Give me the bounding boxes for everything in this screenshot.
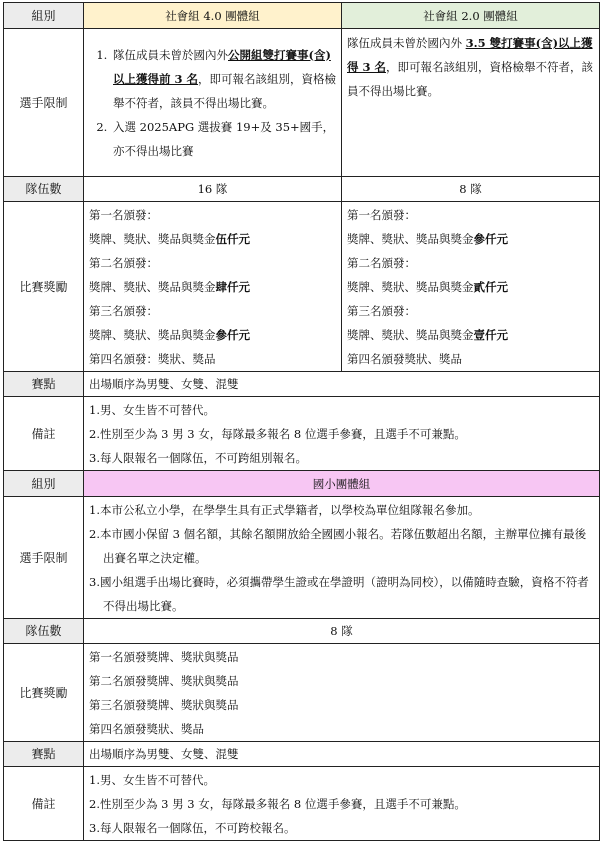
row-notes-elementary <box>4 767 600 841</box>
qualification-elementary <box>84 497 600 619</box>
prizes-label-2: 比賽獎勵 <box>4 644 84 742</box>
qualification-label-2: 選手限制 <box>4 497 84 619</box>
header-adult-4-0: 社會組 4.0 團體組 <box>84 3 342 29</box>
note-item: 2.性別至少為 3 男 3 女，每隊最多報名 8 位選手參賽，且選手不可兼點。 <box>89 796 466 811</box>
notes-label-2: 備註 <box>4 767 84 841</box>
header-adult-2-0: 社會組 2.0 團體組 <box>342 3 600 29</box>
note-item: 3.每人限報名一個隊伍，不可跨組別報名。 <box>89 450 307 465</box>
order-text-2: 出場順序為男雙、女雙、混雙 <box>84 742 600 767</box>
prizes-label: 比賽獎勵 <box>4 202 84 372</box>
note-item: 1.男、女生皆不可替代。 <box>89 772 215 787</box>
prizes-elementary <box>84 644 600 742</box>
prize-item: 第四名頒發獎狀、獎品 <box>89 721 204 736</box>
prizes-2-0: 第一名頒發： 獎牌、獎狀、獎品與獎金參仟元 第二名頒發： 獎牌、獎狀、獎品與獎金貳仟元 第三名頒發： 獎牌、獎狀、獎品與獎金壹仟元 第四名頒發獎狀、獎品 <box>342 202 600 372</box>
notes-elementary <box>84 767 600 841</box>
header-row-elementary <box>4 471 600 497</box>
prize-item: 第二名頒發獎牌、獎狀與獎品 <box>89 673 239 688</box>
qual-elem-item-2: 2.本市國小保留 3 個名額，其餘名額開放給全國國小報名。若隊伍數超出名額，主辦單位擁有最後出賽名單之決定權。 <box>89 526 587 565</box>
teams-2-0: 8 隊 <box>342 177 600 202</box>
teams-elementary: 8 隊 <box>84 619 600 644</box>
teams-label-2: 隊伍數 <box>4 619 84 644</box>
header-group-label-2: 組別 <box>4 471 84 497</box>
qual-elem-item-3: 3.國小組選手出場比賽時，必須攜帶學生證或在學證明（證明為同校），以備隨時查驗，資格不符者不得出場比賽。 <box>89 574 589 613</box>
order-label: 賽點 <box>4 372 84 397</box>
rules-table <box>3 2 600 841</box>
row-teams-adult <box>4 177 600 202</box>
prize-item: 第一名頒發獎牌、獎狀與獎品 <box>89 649 239 664</box>
order-label-2: 賽點 <box>4 742 84 767</box>
note-item: 2.性別至少為 3 男 3 女，每隊最多報名 8 位選手參賽，且選手不可兼點。 <box>89 426 466 441</box>
qualification-2-0: 隊伍成員未曾於國內外 3.5 雙打賽事(含)以上獲得 3 名，即可報名該組別，資格檢舉不符者，該員不得出場比賽。 <box>342 29 600 177</box>
qualification-4-0 <box>84 29 342 177</box>
note-item: 1.男、女生皆不可替代。 <box>89 402 215 417</box>
note-item: 3.每人限報名一個隊伍，不可跨校報名。 <box>89 820 296 835</box>
row-notes-adult <box>4 397 600 471</box>
qual-elem-item-1: 1.本市公私立小學，在學學生具有正式學籍者，以學校為單位組隊報名參加。 <box>89 502 480 517</box>
header-elementary: 國小團體組 <box>84 471 600 497</box>
row-qualification-elementary <box>4 497 600 619</box>
header-row-adult <box>4 3 600 29</box>
qual-4-0-item-2: 2. 入選 2025APG 選拔賽 19+及 35+國手，亦不得出場比賽 <box>111 115 336 163</box>
qual-4-0-item-1: 1. 隊伍成員未曾於國內外公開組雙打賽事(含)以上獲得前 3 名，即可報名該組別，資格檢舉不符者，該員不得出場比賽。 <box>111 43 336 115</box>
row-teams-elementary <box>4 619 600 644</box>
prizes-4-0: 第一名頒發： 獎牌、獎狀、獎品與獎金伍仟元 第二名頒發： 獎牌、獎狀、獎品與獎金肆仟元 第三名頒發： 獎牌、獎狀、獎品與獎金參仟元 第四名頒發：獎狀、獎品 <box>84 202 342 372</box>
header-group-label: 組別 <box>4 3 84 29</box>
teams-label: 隊伍數 <box>4 177 84 202</box>
row-prizes-adult <box>4 202 600 372</box>
teams-4-0: 16 隊 <box>84 177 342 202</box>
row-order-adult <box>4 372 600 397</box>
qualification-label: 選手限制 <box>4 29 84 177</box>
row-qualification-adult <box>4 29 600 177</box>
row-order-elementary <box>4 742 600 767</box>
prize-item: 第三名頒發獎牌、獎狀與獎品 <box>89 697 239 712</box>
notes-label: 備註 <box>4 397 84 471</box>
order-text: 出場順序為男雙、女雙、混雙 <box>84 372 600 397</box>
row-prizes-elementary <box>4 644 600 742</box>
notes-adult <box>84 397 600 471</box>
